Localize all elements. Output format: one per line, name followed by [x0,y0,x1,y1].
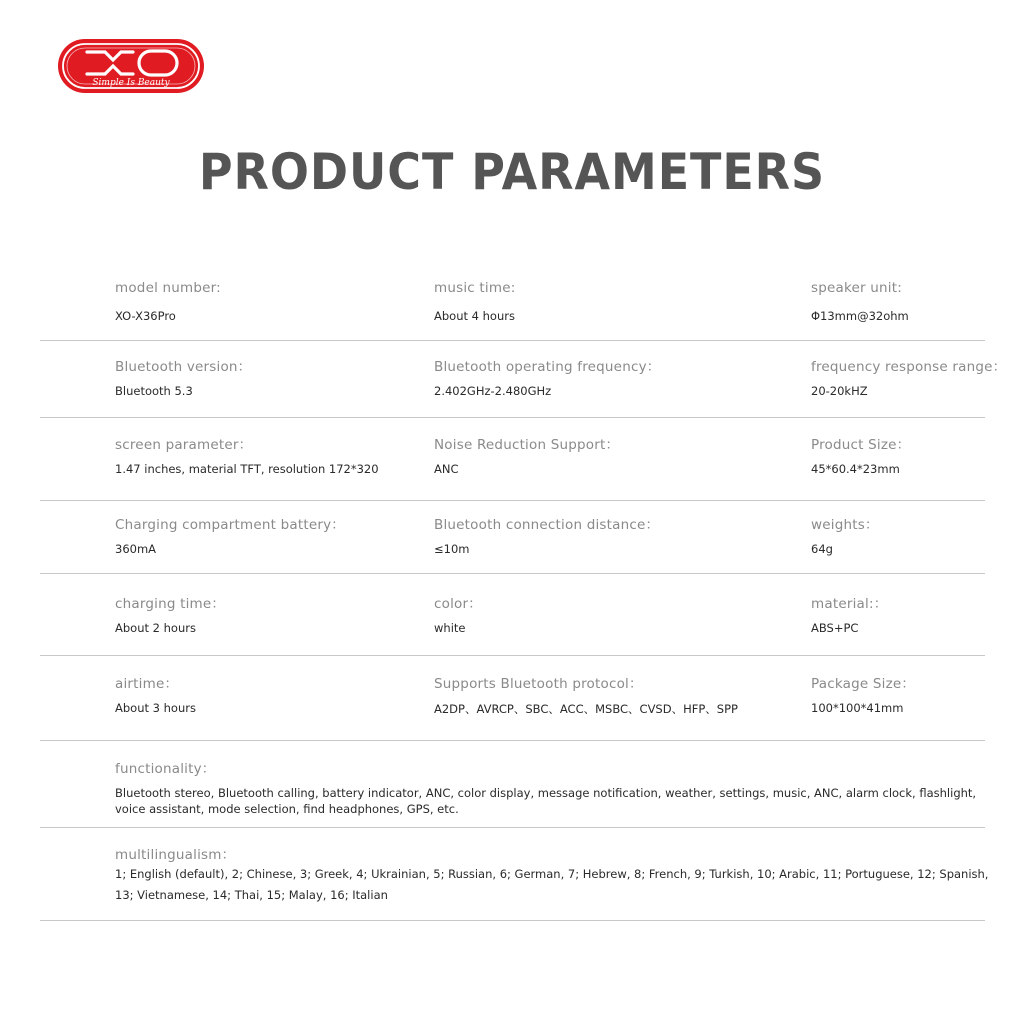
param-label: color： [434,596,482,612]
param-label: Supports Bluetooth protocol： [434,676,643,692]
brand-tagline: Simple Is Beauty [92,78,170,88]
param-label: Charging compartment battery： [115,517,345,533]
parameter-row [40,417,985,501]
param-label: Package Size： [811,676,916,692]
multilingualism-section [40,827,989,921]
param-value: XO-X36Pro [115,309,176,323]
brand-logo [57,38,205,94]
param-value: 64g [811,542,833,556]
param-value: 20-20kHZ [811,384,868,398]
multilingualism-value: 1; English (default), 2; Chinese, 3; Greek, 4; Ukrainian, 5; Russian, 6; German, 7; Hebrew, 8; French, 9; Turkish, 10; Arabic, 11; Portuguese, 12; Spanish, 13; Vietnamese, 14; Thai, 15; Malay, 16; Italian [115,867,989,902]
param-label: Bluetooth version： [115,359,252,375]
param-value: 1.47 inches, material TFT, resolution 172*320 [115,462,379,476]
param-value: About 3 hours [115,701,196,715]
page-title: PRODUCT PARAMETERS [198,143,826,201]
functionality-value: Bluetooth stereo, Bluetooth calling, battery indicator, ANC, color display, message notification, weather, settings, music, ANC, alarm clock, flashlight, voice assistant, mode selection, find headphones, GPS, etc. [115,786,977,816]
param-label: frequency response range： [811,359,1007,375]
param-label: speaker unit: [811,280,902,296]
param-value: A2DP、AVRCP、SBC、ACC、MSBC、CVSD、HFP、SPP [434,702,738,716]
param-label: music time: [434,280,516,296]
multilingualism-label: multilingualism： [115,847,236,863]
param-label: model number: [115,280,221,296]
functionality-label: functionality： [115,761,216,777]
functionality-section [40,740,985,828]
param-value: ≤10m [434,542,470,556]
parameter-row [40,500,985,574]
param-value: ABS+PC [811,621,859,635]
param-value: 45*60.4*23mm [811,462,900,476]
param-value: 360mA [115,542,157,556]
param-value: 2.402GHz-2.480GHz [434,384,552,398]
param-value: About 2 hours [115,621,196,635]
param-value: white [434,621,466,635]
parameter-row [40,340,1007,418]
param-value: Bluetooth 5.3 [115,384,193,398]
param-value: Φ13mm@32ohm [811,309,909,323]
param-label: Product Size： [811,437,911,453]
param-label: Noise Reduction Support： [434,437,620,453]
parameter-row [40,573,985,656]
param-label: material:： [811,596,888,612]
param-label: charging time： [115,596,226,612]
parameter-row [40,270,985,341]
param-value: 100*100*41mm [811,701,904,715]
param-value: About 4 hours [434,309,515,323]
param-value: ANC [434,462,459,476]
param-label: airtime： [115,676,179,692]
param-label: Bluetooth connection distance： [434,517,660,533]
parameter-row [40,655,985,741]
xo-logo-icon [57,38,205,94]
param-label: weights： [811,517,879,533]
param-label: Bluetooth operating frequency： [434,359,661,375]
param-label: screen parameter： [115,437,253,453]
